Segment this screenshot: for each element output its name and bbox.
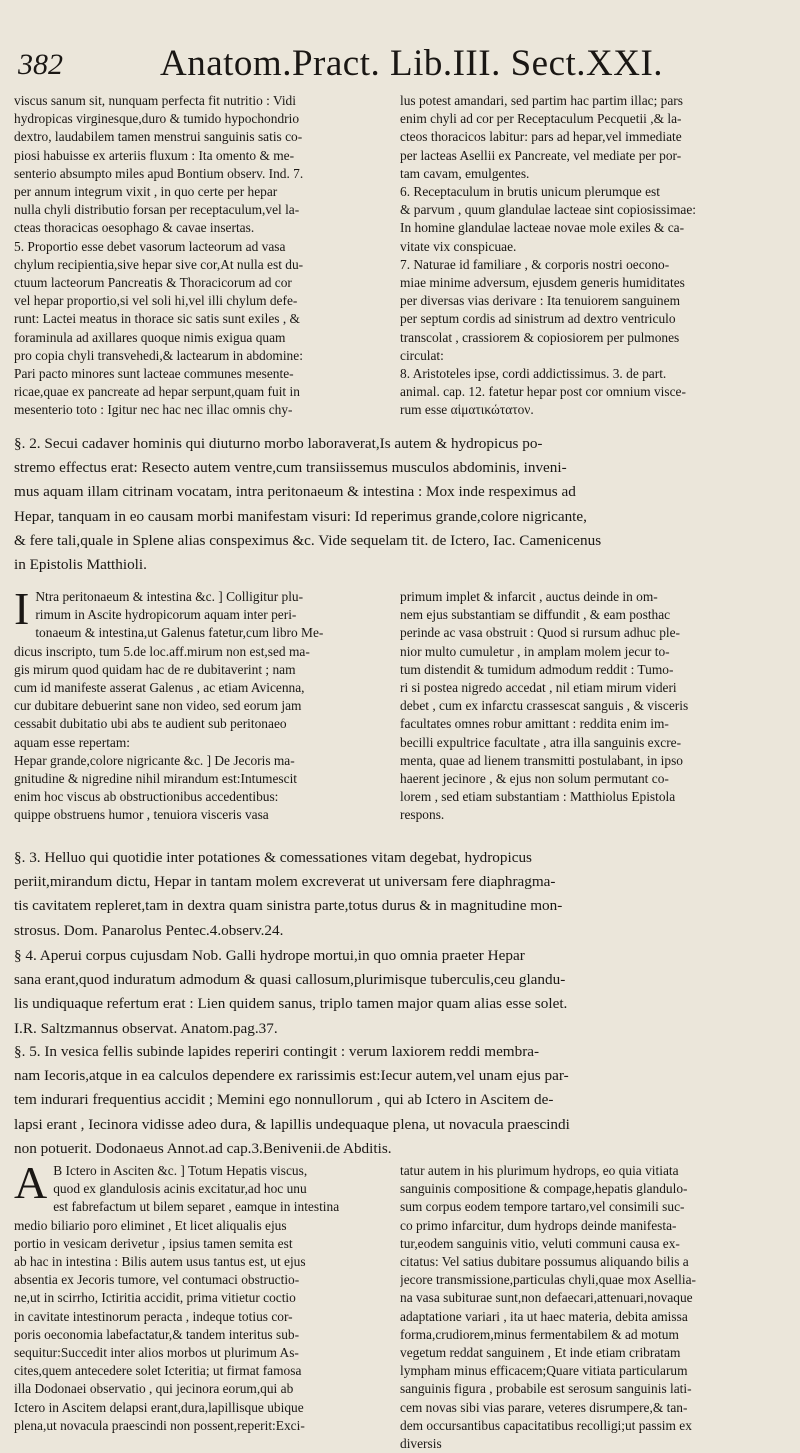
text-line: haerent jecinore , & ejus non solum permutant co- [400, 771, 669, 787]
text-line: lapsi erant , Iecinora vidisse adeo dura, & lapillis undequaque plena, ut novacula praescindi [14, 1115, 570, 1133]
text-line: dextro, laudabilem tamen menstrui sanguinis satis co- [14, 129, 303, 145]
text-line: §. 3. Helluo qui quotidie inter potationes & comessationes vitam degebat, hydropicus [14, 849, 532, 866]
text-line: becilli expultrice facultate , atra illa sanguinis excre- [400, 734, 682, 750]
text-line: cites,quem antecedere solet Icteritia; ut firmat famosa [14, 1363, 302, 1379]
text-line: tis cavitatem repleret,tam in dextra quam sinistra parte,totus durus & in magnitudine mon- [14, 897, 563, 915]
running-title: Anatom.Pract. Lib.III. Sect.XXI. [160, 43, 664, 84]
text-line: transcolat , crassiorem & copiosiorem per pulmones [400, 329, 680, 345]
section-1-right-column [400, 92, 784, 420]
text-line: nam Iecoris,atque in ea calculos dependere ex rarissimis est:Iecur autem,vel unam ejus par- [14, 1067, 569, 1085]
text-line: quod ex glandulosis acinis excitatur,ad hoc unu [53, 1181, 307, 1197]
paragraph-2 [14, 432, 786, 577]
commentary-2-left-text [14, 1157, 386, 1435]
paragraph-3 [14, 846, 786, 943]
text-line: tur,eodem sanguinis vitio, veluti communi causa ex- [400, 1235, 680, 1251]
drop-cap: I [14, 583, 30, 634]
text-line: debet , cum ex infarctu crassescat sanguis , & visceris [400, 698, 689, 714]
text-line: enim hoc viscus ab obstructionibus accedentibus: [14, 789, 279, 805]
text-line: cteos thoracicos labitur: pars ad hepar,vel immediate [400, 129, 682, 145]
text-line: periit,mirandum dictu, Hepar in tantam molem excreverat ut universam fere diaphragma- [14, 873, 556, 891]
text-line: lorem , sed etiam substantiam : Matthiolus Epistola [400, 789, 676, 805]
text-line: jecore transmissione,particulas chyli,quae mox Asellia- [400, 1272, 696, 1288]
paragraph-4 [14, 944, 786, 1041]
text-line: portio in vesicam derivetur , ipsius tamen semita est [14, 1235, 293, 1251]
text-line: lus potest amandari, sed partim hac partim illac; pars [400, 93, 683, 108]
text-line: stremo effectus erat: Resecto autem ventre,cum transiissemus musculos abdominis, inveni- [14, 459, 567, 477]
text-line: dicus inscripto, tum 5.de loc.aff.mirum non est,sed ma- [14, 643, 310, 659]
text-line: tem indurari frequentius accidit ; Memini ego nonnullorum , qui ab Ictero in Ascitem de- [14, 1091, 554, 1109]
text-line: lympham minus efficacem;Quare vitiata particularum [400, 1363, 688, 1379]
text-line: 8. Aristoteles ipse, cordi addictissimus. 3. de part. [400, 366, 667, 382]
text-line: § 4. Aperui corpus cujusdam Nob. Galli hydrope mortui,in quo omnia praeter Hepar [14, 947, 525, 964]
text-line: ctuum lacteorum Pancreatis & Thoracicorum ad cor [14, 275, 292, 291]
text-line: rum esse αἱματικώτατον. [400, 402, 534, 418]
section-1 [14, 92, 790, 428]
text-line: hydropicas virginesque,duro & tumido hypochondrio [14, 111, 300, 127]
commentary-2-left-column [14, 1157, 386, 1435]
text-line: non potuerit. Dodonaeus Annot.ad cap.3.Benivenii.de Abditis. [14, 1139, 392, 1157]
text-line: Ntra peritonaeum & intestina &c. ] Colligitur plu- [35, 589, 304, 604]
text-line: tatur autem in his plurimum hydrops, eo quia vitiata [400, 1163, 679, 1178]
commentary-2-right-column [400, 1162, 784, 1453]
text-line: medio biliario poro eliminet , Et licet aliqualis ejus [14, 1217, 287, 1233]
text-line: tonaeum & intestina,ut Galenus fatetur,cum libro Me- [35, 625, 324, 641]
text-line: vitate vix conspicuae. [400, 238, 517, 254]
text-line: est fabrefactum ut bilem separet , eamque in intestina [53, 1199, 340, 1215]
text-line: vel hepar proportio,si vel soli hi,vel illi chylum defe- [14, 293, 298, 309]
text-line: mesenterio toto : Igitur nec hac nec illac omnis chy- [14, 402, 293, 418]
text-line: Ictero in Ascitem delapsi erant,dura,lapillisque ubique [14, 1399, 304, 1415]
text-line: gnitudine & nigredine nihil mirandum est:Intumescit [14, 771, 298, 787]
text-line: strosus. Dom. Panarolus Pentec.4.observ.24. [14, 921, 284, 939]
text-line: sanguinis figura , probabile est serosum sanguinis lati- [400, 1381, 692, 1397]
text-line: gis mirum quod quidam hac de re dubitaverint ; nam [14, 661, 296, 677]
text-line: sequitur:Succedit inter alios morbos ut plurimum As- [14, 1345, 299, 1361]
text-line: aquam esse repertam: [14, 734, 130, 750]
text-line: cem novas sibi vias parare, veteres disrumpere,& tan- [400, 1399, 688, 1415]
text-line: sum corpus eodem tempore tartaro,vel consimili suc- [400, 1199, 685, 1215]
text-line: 7. Naturae id familiare , & corporis nostri oecono- [400, 256, 670, 272]
text-line: co primo infarcitur, dum hydrops deinde manifesta- [400, 1217, 677, 1233]
text-line: chylum recipientia,sive hepar sive cor,At nulla est du- [14, 256, 304, 272]
text-line: enim chyli ad cor per Receptaculum Pecquetii ,& la- [400, 111, 682, 127]
text-line: senterio absumpto miles apud Bontium observ. Ind. 7. [14, 165, 304, 181]
text-line: citatus: Vel satius dubitare possumus aliquando bilis a [400, 1254, 689, 1270]
text-line: runt: Lactei meatus in thorace sic satis sunt exiles , & [14, 311, 300, 327]
text-line: cur dubitare debuerint sane non video, sed eorum jam [14, 698, 302, 714]
text-line: nior multo cumuletur , in amplam molem jecur to- [400, 643, 670, 659]
text-line: Hepar, tanquam in eo causam morbi manifestam visuri: Id reperimus grande,colore nigricante, [14, 507, 587, 525]
text-line: nulla chyli distributio forsan per receptaculum,vel la- [14, 202, 300, 218]
text-line: dem occursantibus capacitatibus recolligi;ut passim ex [400, 1417, 692, 1433]
text-line: 6. Receptaculum in brutis unicum plerumque est [400, 184, 660, 200]
text-line: facultates omnes robur amittant : reddita enim im- [400, 716, 669, 732]
text-line: B Ictero in Asciten &c. ] Totum Hepatis viscus, [53, 1163, 308, 1178]
text-line: ri si postea nigredo accedat , nil etiam mirum videri [400, 680, 677, 696]
text-line: perinde ac vasa obstruit : Quod si rursum adhuc ple- [400, 625, 681, 641]
text-line: primum implet & infarcit , auctus deinde in om- [400, 589, 658, 604]
text-line: lis undiquaque refertum erat : Lien quidem sanus, triplo tamen major quam alias esse solet. [14, 995, 568, 1013]
text-line: quippe obstruens humor , tenuiora visceris vasa [14, 807, 269, 823]
text-line: menta, quae ad lienem transmitti postulabant, in ipso [400, 752, 684, 768]
text-line: Hepar grande,colore nigricante &c. ] De Jecoris ma- [14, 752, 295, 768]
text-line: circulat: [400, 347, 444, 363]
text-line: In homine glandulae lacteae novae mole exiles & ca- [400, 220, 685, 236]
text-line: tam cavam, emulgentes. [400, 165, 530, 181]
commentary-2 [14, 1157, 790, 1452]
text-line: per diversas vias derivare : Ita tenuiorem sanguinem [400, 293, 680, 309]
text-line: & fere tali,quale in Splene alias conspeximus &c. Vide sequelam tit. de Ictero, Iac. Camenicenus [14, 531, 602, 549]
text-line: ne,ut in scirrho, Ictiritia accidit, prima vitietur coctio [14, 1290, 296, 1306]
text-line: vegetum reddat sanguinem , Et inde etiam cribratam [400, 1345, 681, 1361]
text-line: illa Dodonaei observatio , qui jecinora eorum,qui ab [14, 1381, 294, 1397]
text-line: tum distendit & tumidum admodum reddit : Tumo- [400, 661, 674, 677]
text-line: Pari pacto minores sunt lacteae communes mesente- [14, 366, 294, 382]
page-header [10, 42, 790, 90]
commentary-1-right-column [400, 588, 784, 825]
text-line: absentia ex Jecoris tumore, vel contumaci obstructio- [14, 1272, 300, 1288]
commentary-1 [14, 583, 790, 828]
text-line: adaptatione variari , ita ut haec materia, debita amissa [400, 1308, 688, 1324]
text-line: poris oeconomia labefactatur,& tandem interitus sub- [14, 1326, 300, 1342]
text-line: plena,ut novacula praescindi non possent,reperit:Exci- [14, 1417, 305, 1433]
text-line: forma,crudiorem,minus fermentabilem & ad motum [400, 1326, 679, 1342]
text-line: nem ejus substantiam se diffundit , & eam posthac [400, 607, 671, 623]
text-line: miae minime adversum, ejusdem generis humiditates [400, 275, 685, 291]
text-line: 5. Proportio esse debet vasorum lacteorum ad vasa [14, 238, 286, 254]
text-line: cteas thoracicas oesophago & cavae insertas. [14, 220, 255, 236]
commentary-1-left-text [14, 583, 386, 825]
paragraph-5 [14, 1040, 786, 1161]
text-line: rimum in Ascite hydropicorum aquam inter peri- [35, 607, 297, 623]
text-line: diversis [400, 1436, 442, 1452]
text-line: respons. [400, 807, 445, 823]
text-line: cum id manifeste asserat Galenus , ac etiam Avicenna, [14, 680, 305, 696]
text-line: & parvum , quum glandulae lacteae sint copiosissimae: [400, 202, 697, 218]
text-line: piosi habuisse ex arteriis fluxum : Ita omento & me- [14, 147, 295, 163]
text-line: sana erant,quod induratum admodum & quasi callosum,plurimisque tuberculis,ceu glandu- [14, 971, 566, 989]
text-line: §. 2. Secui cadaver hominis qui diuturno morbo laboraverat,Is autem & hydropicus po- [14, 435, 543, 452]
text-line: sanguinis compositione & compage,hepatis glandulo- [400, 1181, 688, 1197]
text-line: in cavitate intestinorum peracta , indeque totius cor- [14, 1308, 293, 1324]
page-number: 382 [18, 48, 63, 81]
text-line: in Epistolis Matthioli. [14, 556, 147, 574]
drop-cap: A [14, 1157, 48, 1208]
text-line: viscus sanum sit, nunquam perfecta fit nutritio : Vidi [14, 93, 296, 108]
text-line: ab hac in intestina : Bilis autem usus tantus est, ut ejus [14, 1254, 306, 1270]
text-line: pro copia chyli transvehedi,& lactearum in abdomine: [14, 347, 303, 363]
text-line: §. 5. In vesica fellis subinde lapides reperiri contingit : verum laxiorem reddi membra- [14, 1043, 540, 1060]
text-line: mus aquam illam citrinam vocatam, intra peritonaeum & intestina : Mox inde respeximus ad [14, 483, 576, 501]
text-line: na vasa subiturae sunt,non defaecari,attenuari,novaque [400, 1290, 693, 1306]
text-line: per annum integrum vixit , in quo certe per hepar [14, 184, 278, 200]
text-line: foraminula ad axillares quoque nimis exigua quam [14, 329, 286, 345]
text-line: I.R. Saltzmannus observat. Anatom.pag.37. [14, 1019, 278, 1037]
text-line: per septum cordis ad sinistrum ad dextro ventriculo [400, 311, 676, 327]
text-line: ricae,quae ex pancreate ad hepar serpunt,quam fuit in [14, 384, 300, 400]
section-1-left-column [14, 92, 386, 420]
commentary-1-left-column [14, 583, 386, 825]
text-line: animal. cap. 12. fatetur hepar post cor omnium visce- [400, 384, 686, 400]
text-line: cessabit dubitatio ubi abs te audient sub peritonaeo [14, 716, 287, 732]
text-line: per lacteas Asellii ex Pancreate, vel mediate per por- [400, 147, 682, 163]
